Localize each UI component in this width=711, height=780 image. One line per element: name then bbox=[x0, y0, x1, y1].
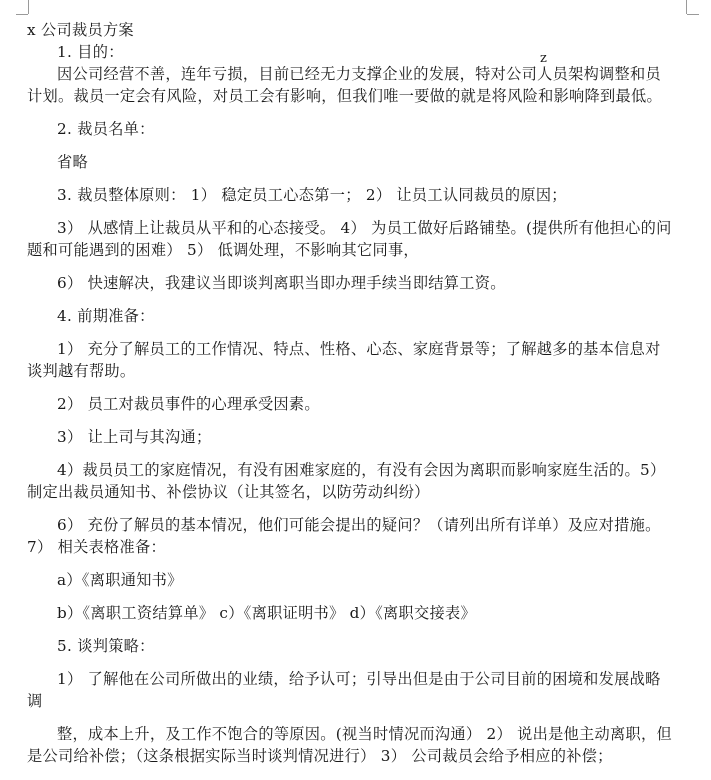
section-principles: 3. 裁员整体原则： 1） 稳定员工心态第一； 2） 让员工认同裁员的原因； bbox=[57, 186, 567, 204]
section-heading-list: 2. 裁员名单： bbox=[57, 120, 155, 138]
section-heading-purpose: 1. 目的： bbox=[57, 43, 124, 61]
paragraph-preparation-1: 1） 充分了解员工的工作情况、特点、性格、心态、家庭背景等；了解越多的基本信息对谈判越有帮助。 bbox=[27, 340, 661, 380]
form-items-bcd: b）《离职工资结算单》 c）《离职证明书》 d）《离职交接表》 bbox=[57, 604, 476, 622]
paragraph-preparation-2: 2） 员工对裁员事件的心理承受因素。 bbox=[57, 395, 320, 413]
crop-mark-right bbox=[686, 0, 687, 14]
crop-mark-left bbox=[28, 0, 29, 14]
document-title: x 公司裁员方案 bbox=[27, 21, 134, 39]
stray-mark: z bbox=[540, 51, 547, 66]
document-body bbox=[27, 19, 672, 778]
paragraph-strategy-cont: 整，成本上升，及工作不饱合的等原因。(视当时情况而沟通） 2） 说出是他主动离职，但是公司给补偿；（这条根据实际当时谈判情况进行） 3） 公司裁员会给予相应的补偿； bbox=[27, 725, 672, 765]
section-heading-strategy: 5. 谈判策略： bbox=[57, 637, 155, 655]
paragraph-principles-cont: 3） 从感情上让裁员从平和的心态接受。 4） 为员工做好后路铺垫。(提供所有他担心的问题和可能遇到的困难） 5） 低调处理，不影响其它同事， bbox=[27, 219, 672, 259]
paragraph-purpose: 因公司经营不善，连年亏损，目前已经无力支撑企业的发展，特对公司人员架构调整和员计划。裁员一定会有风险，对员工会有影响，但我们唯一要做的就是将风险和影响降到最低。 bbox=[27, 65, 662, 105]
paragraph-preparation-6: 6） 充份了解员的基本情况，他们可能会提出的疑问？（请列出所有详单）及应对措施。7） 相关表格准备： bbox=[27, 516, 661, 556]
paragraph-principles-6: 6） 快速解决，我建议当即谈判离职当即办理手续当即结算工资。 bbox=[57, 274, 506, 292]
form-item-a: a）《离职通知书》 bbox=[57, 571, 183, 589]
paragraph-omitted: 省略 bbox=[57, 153, 88, 171]
section-heading-preparation: 4. 前期准备： bbox=[57, 307, 155, 325]
paragraph-strategy-1: 1） 了解他在公司所做出的业绩，给予认可；引导出但是由于公司目前的困境和发展战略调 bbox=[27, 670, 661, 710]
paragraph-preparation-3: 3） 让上司与其沟通； bbox=[57, 428, 212, 446]
paragraph-preparation-4: 4）裁员员工的家庭情况，有没有困难家庭的，有没有会因为离职而影响家庭生活的。5）制定出裁员通知书、补偿协议（让其签名，以防劳动纠纷） bbox=[27, 461, 666, 501]
